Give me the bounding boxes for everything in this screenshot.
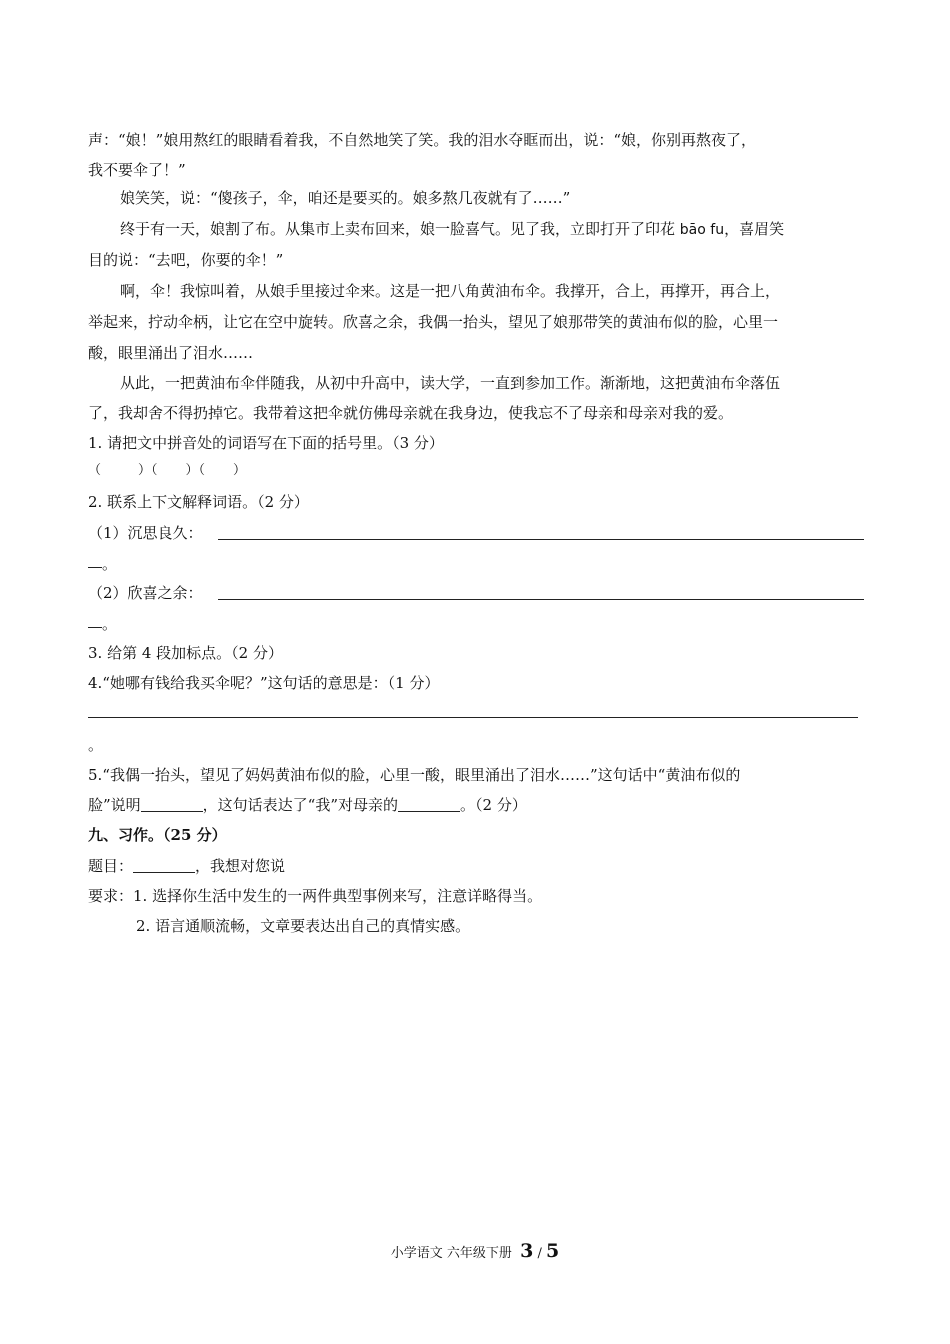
passage-p4-line2: 举起来，拧动伞柄，让它在空中旋转。欣喜之余，我偶一抬头，望见了娘那带笑的黄油布似的脸，心里一: [88, 313, 779, 331]
answer-line-2-2-cont[interactable]: [88, 627, 102, 628]
title-label: 题目：: [88, 857, 134, 875]
q5-text-b: ，这句话表达了“我”对母亲的: [202, 796, 399, 814]
question-5-line2: [88, 790, 864, 820]
req-label: 要求：: [88, 887, 134, 905]
passage-p3-line2: 目的说：“去吧，你要的伞！”: [88, 251, 284, 269]
passage-p3-line1: [88, 214, 864, 245]
answer-line-2-1-cont[interactable]: [88, 567, 102, 568]
question-1: 1. 请把文中拼音处的词语写在下面的括号里。（3 分）: [88, 434, 444, 452]
answer-line-4[interactable]: [88, 717, 858, 718]
passage-p1-line1: 声：“娘！”娘用熬红的眼睛看着我，不自然地笑了笑。我的泪水夺眶而出，说：“娘，你别再熬夜了，: [88, 131, 757, 149]
question-4: 4.“她哪有钱给我买伞呢？”这句话的意思是：（1 分）: [88, 674, 440, 692]
req-1: 1. 选择你生活中发生的一两件典型事例来写，注意详略得当。: [133, 887, 543, 905]
passage-p2: 娘笑笑，说：“傻孩子，伞，咱还是要买的。娘多熬几夜就有了……”: [120, 189, 571, 207]
passage-p1-line2: 我不要伞了！”: [88, 161, 186, 179]
q5-text-c: 。（2 分）: [460, 796, 527, 814]
passage-p4-line1: 啊，伞！我惊叫着，从娘手里接过伞来。这是一把八角黄油布伞。我撑开，合上，再撑开，再合上，: [120, 282, 781, 300]
page-footer: [0, 1236, 950, 1269]
paren-3: ）（: [185, 463, 206, 478]
page-number: 3: [520, 1240, 534, 1262]
req-2: 2. 语言通顺流畅，文章要表达出自己的真情实感。: [136, 917, 471, 935]
page-total: 5: [546, 1240, 560, 1262]
q5-blank-2[interactable]: [398, 797, 460, 812]
composition-heading: 九、习作。（25 分）: [88, 826, 227, 844]
q5-text-a: 脸”说明: [88, 796, 141, 814]
passage-p4-line3: 酸，眼里涌出了泪水……: [88, 344, 254, 362]
title-suffix: ，我想对您说: [195, 857, 286, 875]
paren-1: （: [88, 463, 102, 478]
question-2: 2. 联系上下文解释词语。（2 分）: [88, 493, 309, 511]
passage-p5-line1: 从此，一把黄油布伞伴随我，从初中升高中，读大学，一直到参加工作。渐渐地，这把黄油布伞落伍: [120, 374, 781, 392]
question-5-line1: 5.“我偶一抬头，望见了妈妈黄油布似的脸，心里一酸，眼里涌出了泪水……”这句话中“黄油布似的: [88, 766, 741, 784]
period-4: 。: [88, 736, 104, 754]
passage-p3-text-b: ，喜眉笑: [724, 220, 785, 238]
pinyin-baofu: bāo fu: [679, 222, 725, 238]
question-3: 3. 给第 4 段加标点。（2 分）: [88, 644, 283, 662]
passage-p3-text-a: 终于有一天，娘割了布。从集市上卖布回来，娘一脸喜气。见了我，立即打开了印花: [120, 220, 680, 238]
answer-parens: [88, 456, 864, 486]
answer-line-2-1[interactable]: [218, 539, 864, 540]
paren-2: ）（: [138, 463, 158, 478]
period-2-2: 。: [102, 615, 118, 633]
footer-label: 小学语文 六年级下册: [390, 1246, 512, 1261]
composition-title: [88, 851, 864, 881]
composition-req1: [88, 881, 864, 911]
page-sep: /: [533, 1246, 547, 1261]
question-2-1: （1）沉思良久：: [88, 524, 203, 542]
title-blank[interactable]: [133, 858, 195, 873]
paren-4: ）: [233, 463, 247, 478]
answer-line-2-2[interactable]: [218, 599, 864, 600]
question-2-2: （2）欣喜之余：: [88, 584, 203, 602]
period-2-1: 。: [102, 555, 118, 573]
passage-p5-line2: 了，我却舍不得扔掉它。我带着这把伞就仿佛母亲就在我身边，使我忘不了母亲和母亲对我的爱。: [88, 404, 734, 422]
q5-blank-1[interactable]: [141, 797, 203, 812]
